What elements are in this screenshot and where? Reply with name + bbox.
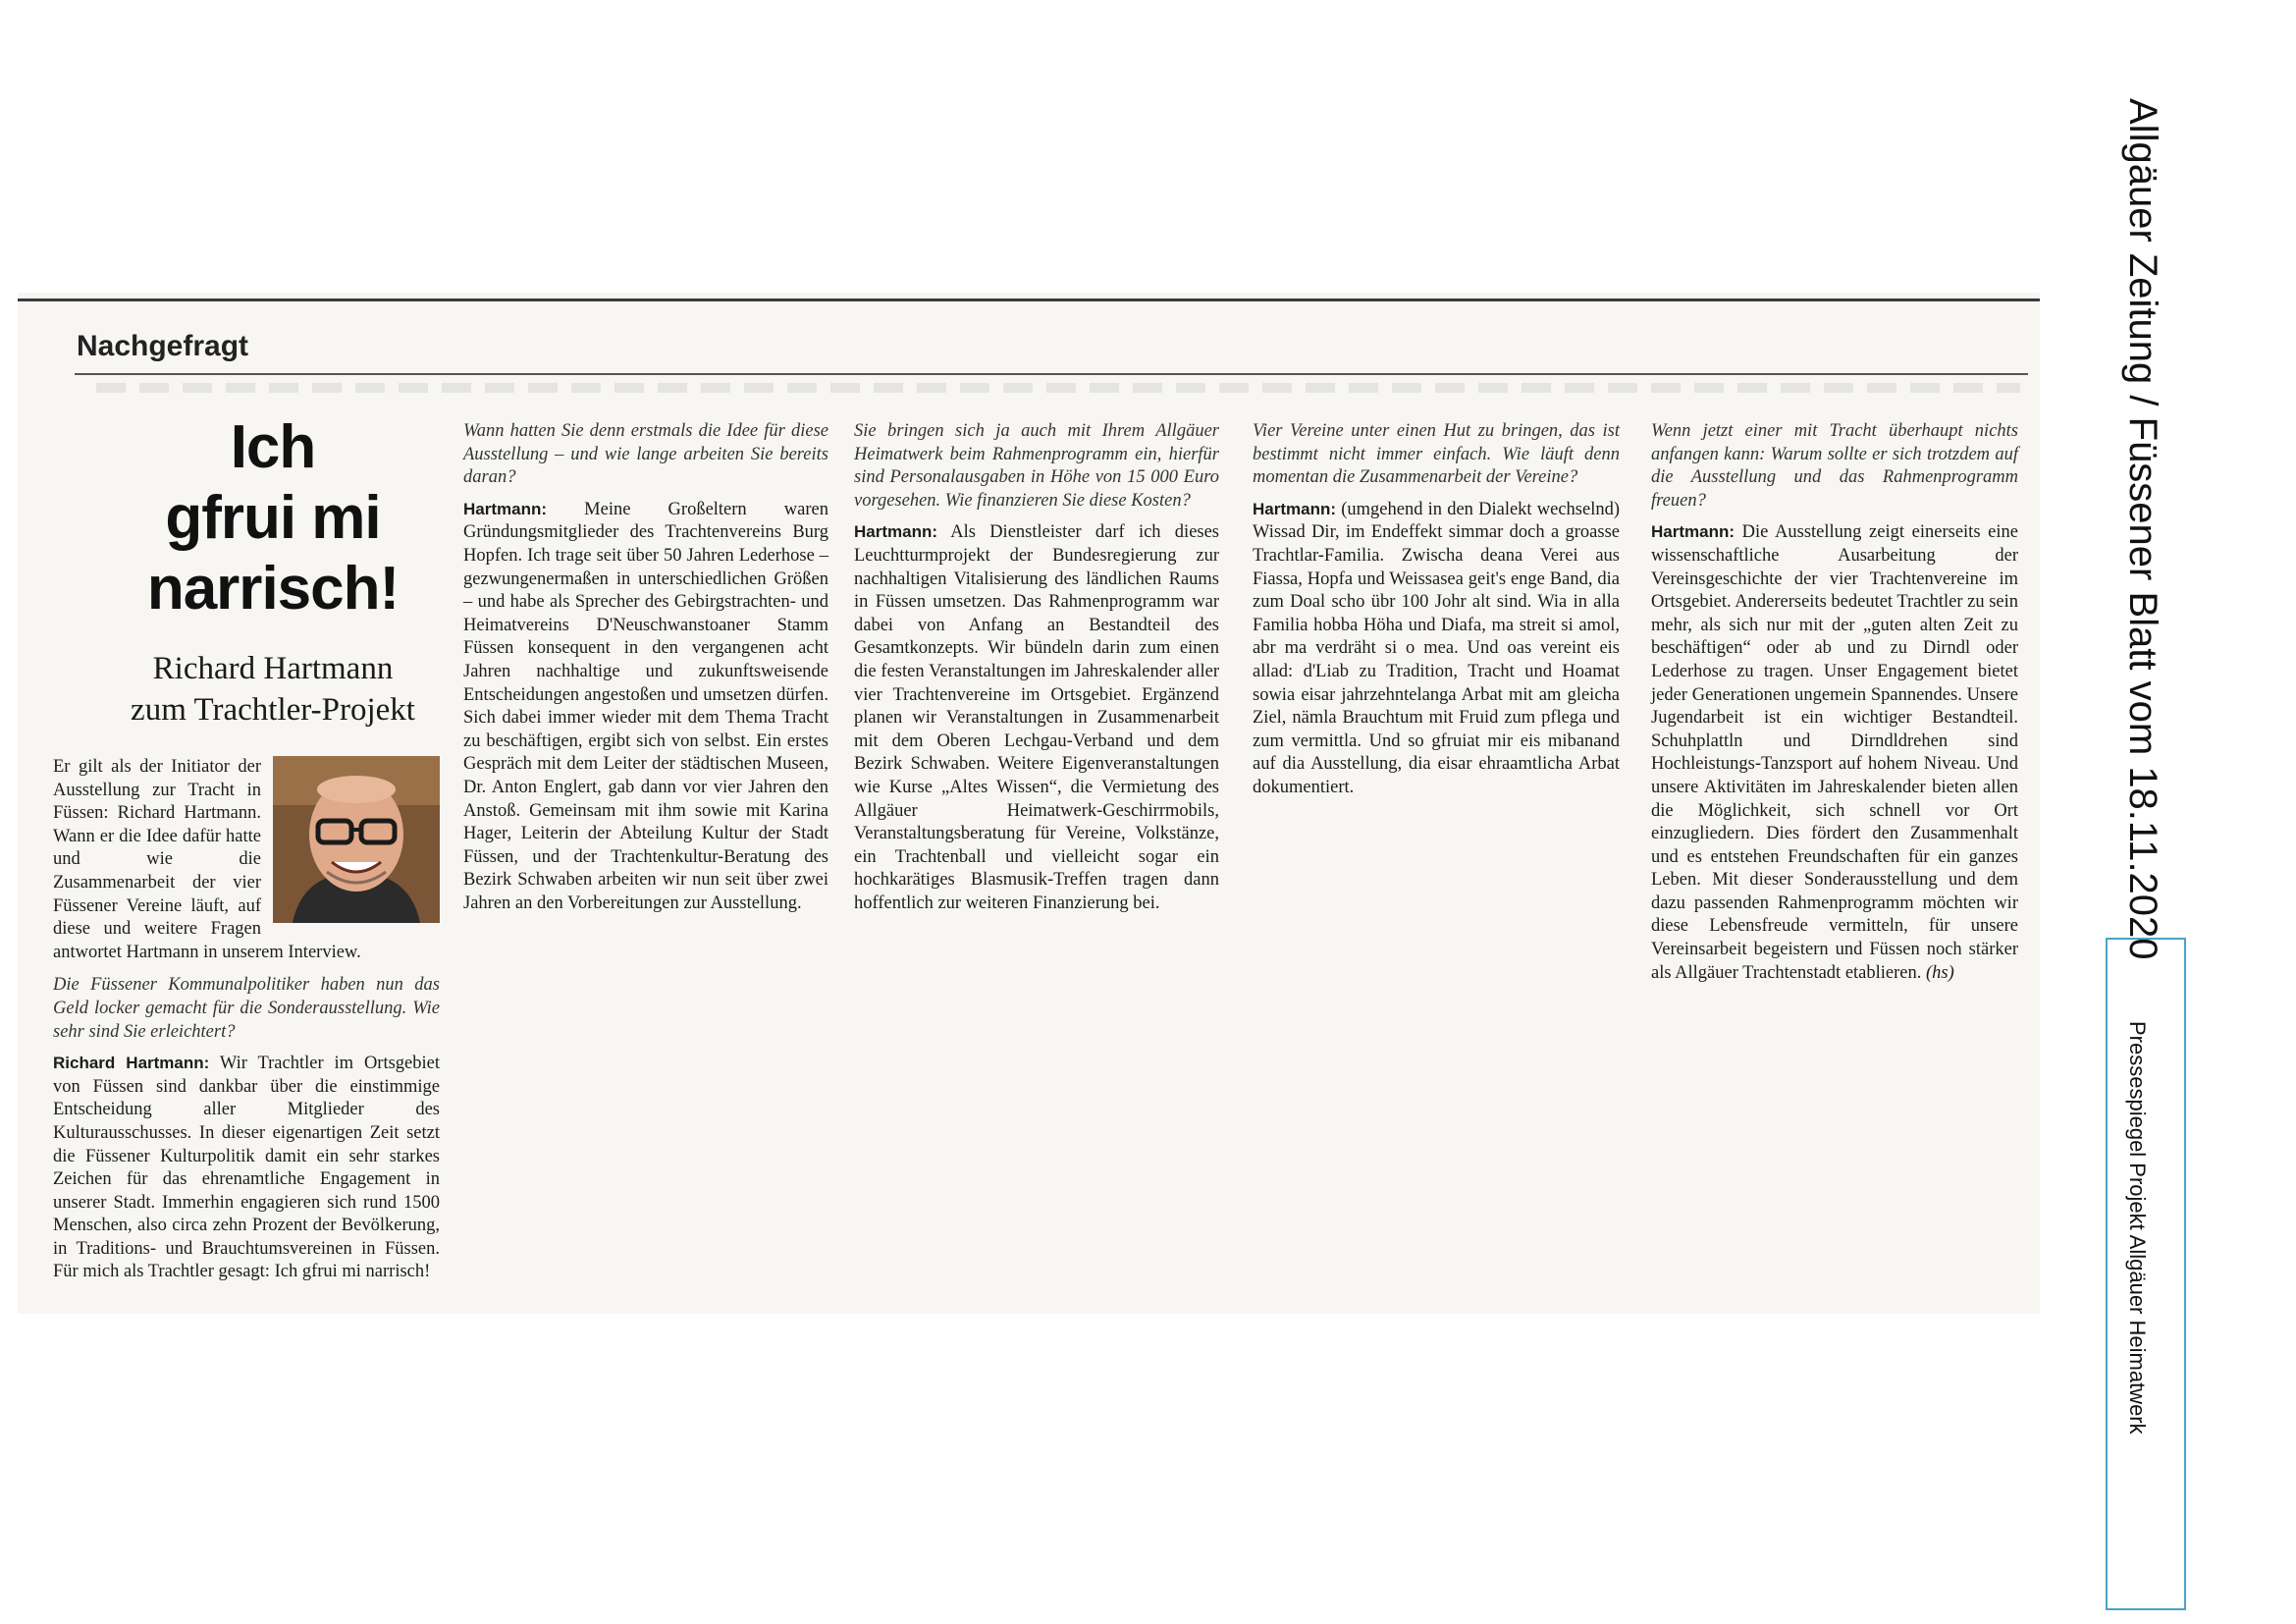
speaker-label: Richard Hartmann: xyxy=(53,1054,210,1073)
headline-line: Ich xyxy=(230,413,316,481)
answer-5-text: Die Ausstellung zeigt einerseits eine wissenschaftliche Ausarbeitung der Vereinsgeschichte der vier Trachtenvereine im Ortsgebiet. Andererseits bedeutet Trachtler zu sein mehr, als sich nur mit der „guten alten Zeit zu beschäftigen“ oder ab und zu Dirndl oder Lederhose zu tragen. Unser Engagement bietet jeder Generationen ungemein Spannendes. Unsere Jugendarbeit ist ein wichtiger Bestandteil. Schuhplattln und Dirndldrehen sind Hochleistungs-Tanzsport auf hohem Niveau. Und unsere Aktivitäten im Jahreskalender bieten allen die Möglichkeit, sich schnell vor Ort einzugliedern. Dies fördert den Zusammenhalt und es entstehen Freundschaften für ein ganzes Leben. Mit dieser Sonderausstellung und dem dazu passenden Rahmenprogramm möchten wir diese Lebensfreude vermitteln, für unsere Vereinsarbeit begeistern und Füssen noch stärker als Allgäuer Trachtenstadt etablieren. xyxy=(1651,522,2019,983)
headline-line: narrisch! xyxy=(146,555,400,623)
speaker-label: Hartmann: xyxy=(1651,522,1735,542)
answer-4-text: (umgehend in den Dialekt wechselnd) Wissad Dir, im Endeffekt simmar doch a groasse Trachtlar-Familia. Zwischa deana Verei aus Fiassa, Hopfa und Weissasea geit's enge Band, dia zum Doal scho übr 100 Johr alt sind. Wia in alla Familia hobba Höha und Diafa, ma streit si amol, abr ma verdräht si o mea. Und oas vereint eis allad: d'Liab zu Tradition, Tracht und Hoamat sowia eisar jahrzehntelanga Arbat mit am gleicha Ziel, nämla Brauchtum mit Fruid zum pflega und zum vermittla. Und so gfruiat mir eis mibanand auf dia Ausstellung, dia eisar ehraamtlicha Arbat dokumentiert. xyxy=(1253,499,1621,797)
question-5: Wenn jetzt einer mit Tracht überhaupt nichts anfangen kann: Warum sollte er sich trotzdem auf die Ausstellung und das Rahmenprogramm freuen? xyxy=(1651,421,2018,511)
answer-4 xyxy=(1253,498,1620,800)
column-4 xyxy=(1253,410,1620,806)
answer-2-text: Meine Großeltern waren Gründungsmitglieder des Trachtenvereins Burg Hopfen. Ich trage seit über 50 Jahren Lederhose – gezwungenermaßen in unterschiedlichen Größen – und habe als Sprecher des Gebirgstrachten- und Heimatvereins D'Neuschwanstoaner Stamm Füssen konsequent in den vergangenen acht Jahren nachhaltige und zukunftsweisende Entscheidungen angestoßen und umsetzen dürfen. Sich dabei immer wieder mit dem Thema Tracht zu beschäftigen, ergibt sich von selbst. Ein erstes Gespräch mit dem Leiter der städtischen Museen, Dr. Anton Englert, gab dann vor vier Jahren den Anstoß. Gemeinsam mit ihm sowie mit Karina Hager, Leiterin der Abteilung Kultur der Stadt Füssen, und der Trachtenkultur-Beratung des Bezirk Schwaben arbeiten wir nun seit über zwei Jahren an den Vorbereitungen zur Ausstellung. xyxy=(463,499,829,913)
answer-1 xyxy=(53,1052,440,1284)
clipping-source-title: Allgäuer Zeitung / Füssener Blatt vom 18.11.2020 xyxy=(2121,98,2164,960)
question-1: Die Füssener Kommunalpolitiker haben nun das Geld locker gemacht für die Sonderausstellung. Wie sehr sind Sie erleichtert? xyxy=(53,975,440,1042)
section-rule xyxy=(75,373,2028,375)
top-rule xyxy=(18,298,2040,301)
column-5 xyxy=(1651,410,2018,991)
question-4: Vier Vereine unter einen Hut zu bringen, das ist bestimmt nicht immer einfach. Wie läuft denn momentan die Zusammenarbeit der Vereine? xyxy=(1253,421,1620,488)
intro-paragraph: Er gilt als der Initiator der Ausstellung zur Tracht in Füssen: Richard Hartmann. Wann er die Idee dafür hatte und wie die Zusammenarbeit der vier Füssener Vereine läuft, auf diese und weitere Fragen antwortet Hartmann in unserem Interview. xyxy=(53,757,361,962)
press-review-label: Pressespiegel Projekt Allgäuer Heimatwerk xyxy=(2125,1021,2150,1435)
question-3: Sie bringen sich ja auch mit Ihrem Allgäuer Heimatwerk beim Rahmenprogramm ein, hierfür sind Personalausgaben in Höhe von 15 000 Euro vorgesehen. Wie finanzieren Sie diese Kosten? xyxy=(854,421,1219,511)
headline xyxy=(86,412,459,624)
subheadline-line: zum Trachtler-Projekt xyxy=(131,692,415,728)
newspaper-clipping xyxy=(18,293,2040,1314)
question-2: Wann hatten Sie denn erstmals die Idee für diese Ausstellung – und wie lange arbeiten Sie bereits daran? xyxy=(463,421,828,488)
column-3 xyxy=(854,410,1219,921)
speaker-label: Hartmann: xyxy=(1253,499,1337,518)
section-label: Nachgefragt xyxy=(77,330,249,362)
subheadline xyxy=(77,648,469,731)
answer-2 xyxy=(463,498,828,916)
answer-3-text: Als Dienstleister darf ich dieses Leuchtturmprojekt der Bundesregierung zur nachhaltigen Vitalisierung des ländlichen Raums in Füssen umsetzen. Das Rahmenprogramm war dabei von Anfang an Bestandteil des Gesamtkonzepts. Wir bündeln darin zum einen die festen Veranstaltungen im Jahreskalender aller vier Trachtenvereine im Ortsgebiet. Ergänzend planen wir Veranstaltungen in Zusammenarbeit mit dem Oberen Lechgau-Verband und dem Bezirk Schwaben. Weitere Eigenveranstaltungen wie Kurse „Altes Wissen“, die Vermietung des Allgäuer Heimatwerk-Geschirrmobils, Veranstaltungsberatung für Vereine, Volkstänze, ein Trachtenball und vielleicht sogar ein hochkarätiges Blasmusik-Treffen tragen dann hoffentlich zur weiteren Finanzierung bei. xyxy=(854,522,1220,913)
speaker-label: Hartmann: xyxy=(854,522,938,542)
headline-line: gfrui mi xyxy=(165,484,381,552)
answer-5 xyxy=(1651,520,2018,985)
column-1 xyxy=(53,756,440,1290)
column-2 xyxy=(463,410,828,921)
portrait-photo xyxy=(273,756,440,923)
answer-1-text: Wir Trachtler im Ortsgebiet von Füssen sind dankbar über die einstimmige Entscheidung aller Mitglieder des Kulturausschusses. In dieser eigenartigen Zeit setzt die Füssener Kulturpolitik damit ein sehr starkes Zeichen für das ehrenamtliche Engagement in unserer Stadt. Immerhin engagieren sich rund 1500 Menschen, also circa zehn Prozent der Bevölkerung, in Traditions- und Brauchtumsvereinen in Füssen. Für mich als Trachtler gesagt: Ich gfrui mi narrisch! xyxy=(53,1054,441,1282)
author-tag: (hs) xyxy=(1926,962,1954,983)
subheadline-line: Richard Hartmann xyxy=(152,651,394,686)
bleed-through-text xyxy=(96,383,2020,393)
answer-3 xyxy=(854,520,1219,915)
speaker-label: Hartmann: xyxy=(463,499,548,518)
